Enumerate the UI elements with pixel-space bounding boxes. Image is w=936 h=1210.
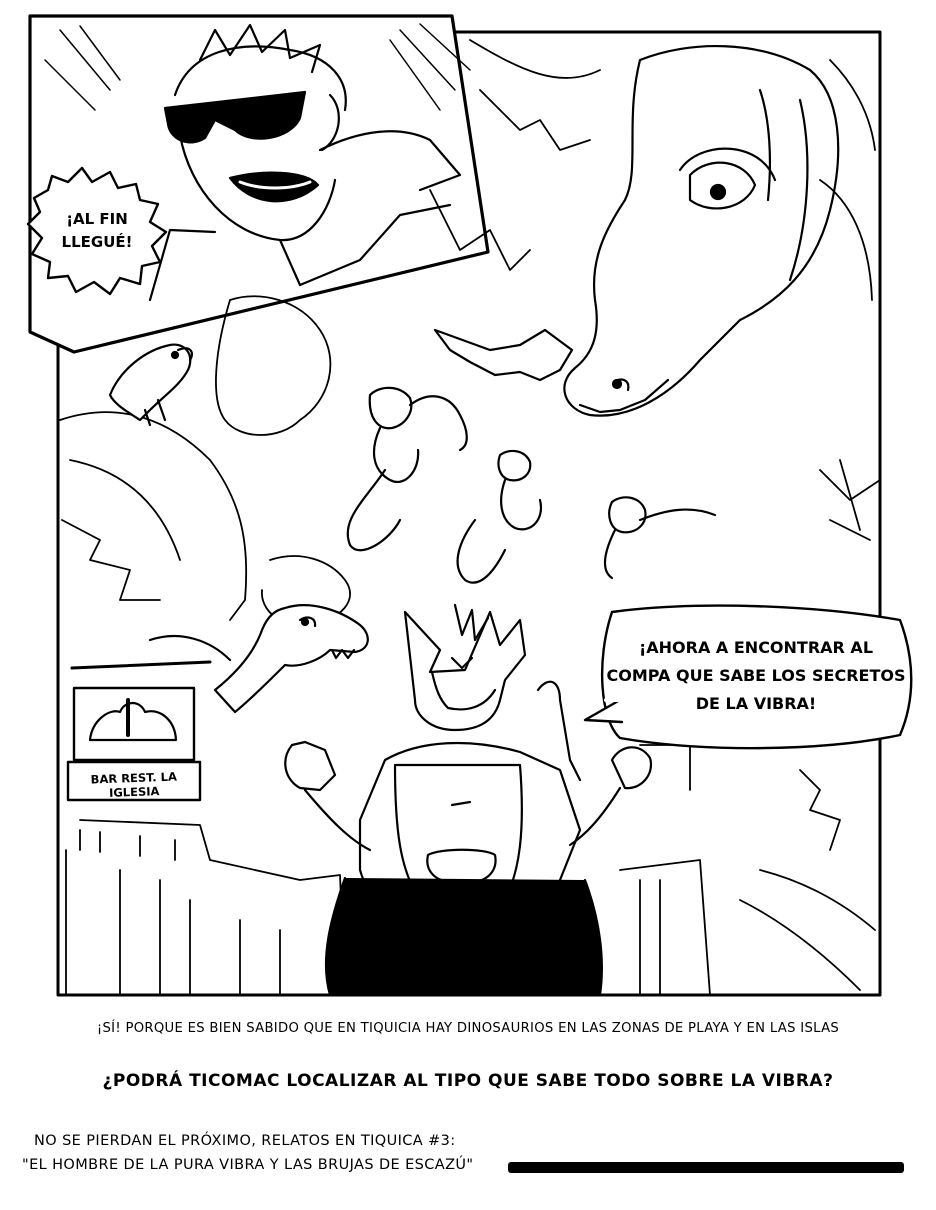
arrival-speech-text: ¡AL FIN LLEGUÉ! [61, 210, 133, 252]
bar-sign-label: BAR REST. LA IGLESIA [90, 769, 178, 800]
pterodactyl-illustration [435, 330, 572, 380]
next-issue-line2: "EL HOMBRE DE LA PURA VIBRA Y LAS BRUJAS DE ESCAZÚ" [22, 1157, 474, 1173]
monkeys-illustration [348, 388, 715, 583]
question-caption: ¿PODRÁ TICOMAC LOCALIZAR AL TIPO QUE SABE TODO SOBRE LA VIBRA? [102, 1071, 834, 1091]
dinosaur-head-illustration [564, 46, 838, 416]
hero-character-illustration [285, 605, 651, 995]
next-issue-line1: NO SE PIERDAN EL PRÓXIMO, RELATOS EN TIQUICA #3: [34, 1133, 456, 1149]
closing-bar [508, 1162, 904, 1173]
dinosaurs-caption: ¡SÍ! PORQUE ES BIEN SABIDO QUE EN TIQUICIA HAY DINOSAURIOS EN LAS ZONAS DE PLAYA Y EN LAS ISLAS [96, 1021, 840, 1036]
vibe-speech-text: ¡AHORA A ENCONTRAR AL COMPA QUE SABE LOS SECRETOS DE LA VIBRA! [606, 638, 906, 713]
